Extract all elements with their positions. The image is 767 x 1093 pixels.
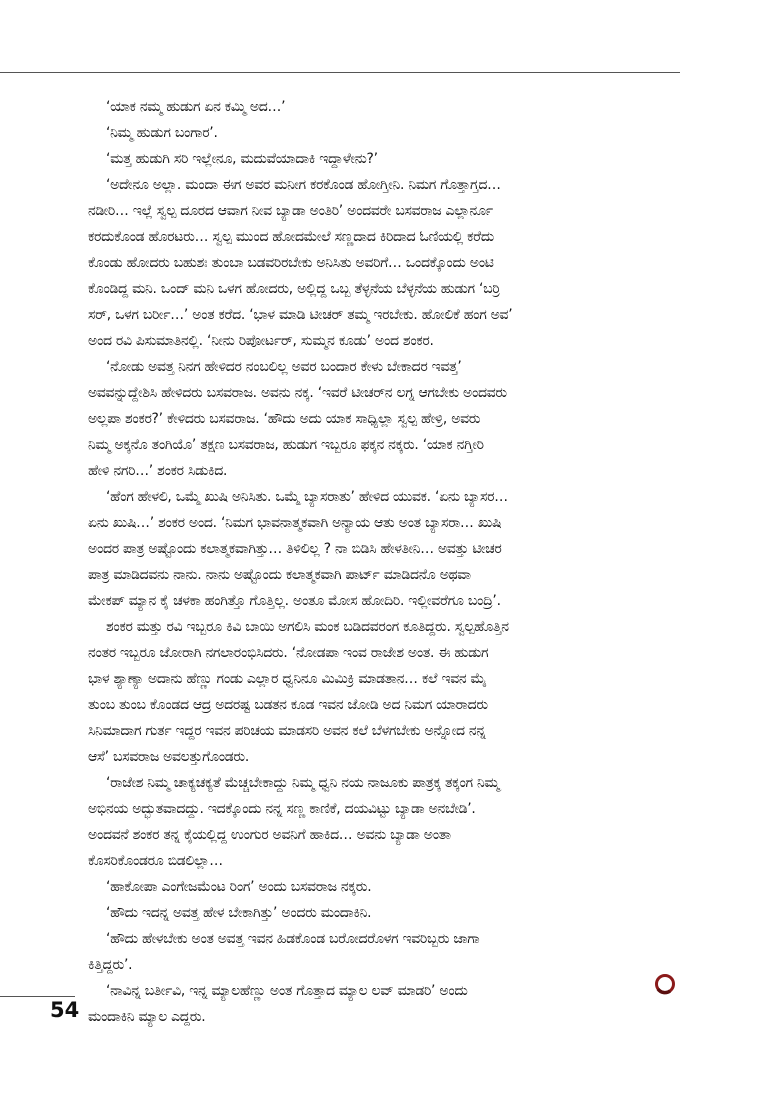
top-rule	[0, 72, 680, 73]
paragraph: ‘ನಾವಿನ್ನ ಬರ್ತೀವಿ, ಇನ್ನ ಮ್ಯಾಲಹೆಣ್ಣು ಅಂತ ಗೊತ್ತಾದ ಮ್ಯಾಲ ಲವ್ ಮಾಡರಿ’ ಅಂದು ಮಂದಾಕಿನಿ ಮ್ಯಾಲ ಎದ್ದರು.	[88, 983, 468, 1025]
paragraph: ‘ಮತ್ತ ಹುಡುಗಿ ಸರಿ ಇಲ್ಲೇನೂ, ಮದುವೆಯಾದಾಕಿ ಇದ್ದಾಳೇನು?’	[106, 151, 378, 167]
paragraph: ‘ಯಾಕ ನಮ್ಮ ಹುಡುಗ ಏನ ಕಮ್ಮಿ ಅದ…’	[106, 99, 286, 115]
paragraph: ಶಂಕರ ಮತ್ತು ರವಿ ಇಬ್ಬರೂ ಕಿವಿ ಬಾಯಿ ಅಗಲಿಸಿ ಮಂಕ ಬಡಿದವರಂಗ ಕೂತಿದ್ದರು. ಸ್ವಲ್ಪಹೊತ್ತಿನ ನಂತರ ಇಬ್ಬರೂ ಜೋರಾಗಿ ನಗಲಾರಂಭಿಸಿದರು. ‘ನೋಡಪಾ ಇಂವ ರಾಜೇಶ ಅಂತ. ಈ ಹುಡುಗ ಭಾಳ ಶ್ಯಾಣ್ಯಾ ಅದಾನು ಹೆಣ್ಣು ಗಂಡು ಎಲ್ಲಾರ ಧ್ವನಿನೂ ಮಿಮಿಕ್ರಿ ಮಾಡತಾನ… ಕಲೆ ಇವನ ಮೈ ತುಂಬ ತುಂಬ ಕೊಂಡದ ಆದ್ರ ಅದರಷ್ಟ ಬಡತನ ಕೂಡ ಇವನ ಜೋಡಿ ಅದ ನಿಮಗ ಯಾರಾದರು ಸಿನಿಮಾದಾಗ ಗುರ್ತ ಇದ್ದರ ಇವನ ಪರಿಚಯ ಮಾಡಸರಿ ಅವನ ಕಲೆ ಬೆಳಗಬೇಕು ಅನ್ನೋದ ನನ್ನ ಆಸೆ’ ಬಸವರಾಜ ಅವಲತ್ತುಗೊಂಡರು.	[88, 619, 509, 765]
paragraph: ‘ನಿಮ್ಮ ಹುಡುಗ ಬಂಗಾರ’.	[106, 125, 218, 141]
paragraph: ‘ಹೌದು ಹೇಳಬೇಕು ಅಂತ ಅವತ್ತ ಇವನ ಹಿಡಕೊಂಡ ಬರೋದರೊಳಗ ಇವರಿಬ್ಬರು ಜಾಗಾ ಕಿತ್ತಿದ್ದರು’.	[88, 931, 480, 973]
footer-rule	[0, 996, 75, 997]
page-number: 54	[50, 998, 80, 1022]
paragraph: ‘ರಾಜೇಶ ನಿಮ್ಮ ಚಾಕ್ಯಚಕ್ಯತೆ ಮೆಚ್ಚಬೇಕಾದ್ದು ನಿಮ್ಮ ಧ್ವನಿ ನಯ ನಾಜೂಕು ಪಾತ್ರಕ್ಕ ತಕ್ಕಂಗ ನಿಮ್ಮ ಅಭಿನಯ ಅದ್ಭುತವಾದದ್ದು. ಇದಕ್ಕೊಂದು ನನ್ನ ಸಣ್ಣ ಕಾಣಿಕೆ, ದಯವಿಟ್ಟು ಬ್ಯಾಡಾ ಅನಬೇಡಿ’. ಅಂದವನೆ ಶಂಕರ ತನ್ನ ಕೈಯಲ್ಲಿದ್ದ ಉಂಗುರ ಅವನಿಗೆ ಹಾಕಿದ… ಅವನು ಬ್ಯಾಡಾ ಅಂತಾ ಕೊಸರಿಕೊಂಡರೂ ಬಿಡಲಿಲ್ಲಾ…	[88, 775, 500, 869]
paragraph: ‘ಹೌದು ಇದನ್ನ ಅವತ್ತ ಹೇಳ ಬೇಕಾಗಿತ್ತು’ ಅಂದರು ಮಂದಾಕಿನಿ.	[106, 905, 372, 921]
paragraph: ‘ನೋಡು ಅವತ್ತ ನಿನಗ ಹೇಳಿದರ ನಂಬಲಿಲ್ಲ ಅವರ ಬಂದಾರ ಕೇಳು ಬೇಕಾದರ ಇವತ್ತ’ ಅವವನ್ನುದ್ದೇಶಿಸಿ ಹೇಳಿದರು ಬಸವರಾಜ. ಅವನು ನಕ್ಕ. ‘ಇವರೆ ಟೀಚರ್‌ನ ಲಗ್ನ ಆಗಬೇಕು ಅಂದವರು ಅಲ್ಲಪಾ ಶಂಕರ?’ ಕೇಳಿದರು ಬಸವರಾಜ. ‘ಹೌದು ಅದು ಯಾಕ ಸಾಧ್ಯಿಲ್ಲಾ ಸ್ವಲ್ಪ ಹೇಳ್ರಿ, ಅವರು ನಿಮ್ಮ ಅಕ್ಕನೊ ತಂಗಿಯೊ’ ತಕ್ಷಣ ಬಸವರಾಜ, ಹುಡುಗ ಇಬ್ಬರೂ ಫಕ್ಕನ ನಕ್ಕರು. ‘ಯಾಕ ನಗ್ತೀರಿ ಹೇಳಿ ನಗರಿ…’ ಶಂಕರ ಸಿಡುಕಿದ.	[88, 359, 507, 479]
paragraph: ‘ಅದೇನೂ ಅಲ್ಲಾ. ಮಂದಾ ಈಗ ಅವರ ಮನೀಗ ಕರಕೊಂಡ ಹೋಗ್ತೀನಿ. ನಿಮಗ ಗೊತ್ತಾಗ್ತದ… ನಡೀರಿ… ಇಲ್ಲೆ ಸ್ವಲ್ಪ ದೂರದ ಆವಾಗ ನೀವ ಬ್ಯಾಡಾ ಅಂತಿರಿ’ ಅಂದವರೇ ಬಸವರಾಜ ಎಲ್ಲಾರ್ನೂ ಕರದುಕೊಂಡ ಹೊರಟರು… ಸ್ವಲ್ಪ ಮುಂದ ಹೋದಮೇಲೆ ಸಣ್ಣದಾದ ಕಿರಿದಾದ ಓಣಿಯಲ್ಲಿ ಕರೆದು ಕೊಂಡು ಹೋದರು ಬಹುಶಃ ತುಂಬಾ ಬಡವರಿರಬೇಕು ಅನಿಸಿತು ಅವರಿಗೆ… ಒಂದಕ್ಕೊಂದು ಅಂಟಿ ಕೊಂಡಿದ್ದ ಮನಿ. ಒಂದ್ ಮನಿ ಒಳಗ ಹೋದರು, ಅಲ್ಲಿದ್ದ ಒಬ್ಬ ತೆಳ್ಳನೆಯ ಬೆಳ್ಳನೆಯ ಹುಡುಗ ‘ಬರ್ರಿ ಸರ್, ಒಳಗ ಬರ್ರೀ…’ ಅಂತ ಕರೆದ. ‘ಭಾಳ ಮಾಡಿ ಟೀಚರ್ ತಮ್ಮ ಇರಬೇಕು. ಹೋಲಿಕೆ ಹಂಗ ಅವ’ ಅಂದ ರವಿ ಪಿಸುಮಾತಿನಲ್ಲಿ. ‘ನೀನು ರಿಪೋರ್ಟರ್, ಸುಮ್ಮನ ಕೂಡು’ ಅಂದ ಶಂಕರ.	[88, 177, 513, 349]
paragraph: ‘ಹೆಂಗ ಹೇಳಲಿ, ಒಮ್ಮೆ ಖುಷಿ ಅನಿಸಿತು. ಒಮ್ಮೆ ಬ್ಯಾಸರಾತು’ ಹೇಳಿದ ಯುವಕ. ‘ಏನು ಬ್ಯಾಸರ… ಏನು ಖುಷಿ…’ ಶಂಕರ ಅಂದ. ‘ನಿಮಗ ಭಾವನಾತ್ಮಕವಾಗಿ ಅನ್ಯಾಯ ಆತು ಅಂತ ಬ್ಯಾಸರಾ… ಖುಷಿ ಅಂದರ ಪಾತ್ರ ಅಷ್ಟೊಂದು ಕಲಾತ್ಮಕವಾಗಿತ್ತು… ತಿಳಿಲಿಲ್ಲ ? ನಾ ಬಿಡಿಸಿ ಹೇಳತೀನಿ… ಅವತ್ತು ಟೀಚರ ಪಾತ್ರ ಮಾಡಿದವನು ನಾನು. ನಾನು ಅಷ್ಟೊಂದು ಕಲಾತ್ಮಕವಾಗಿ ಪಾರ್ಟ್ ಮಾಡಿದನೊ ಅಥವಾ ಮೇಕಪ್ ಮ್ಯಾನ ಕೈ ಚಳಕಾ ಹಂಗಿತ್ತೊ ಗೊತ್ತಿಲ್ಲ. ಅಂತೂ ಮೋಸ ಹೋದಿರಿ. ಇಲ್ಲೀವರೆಗೂ ಬಂದ್ರಿ’.	[88, 489, 508, 609]
circle-ornament-icon	[654, 973, 676, 995]
paragraph: ‘ಹಾಕೋಪಾ ಎಂಗೇಜಮೆಂಟ ರಿಂಗ’ ಅಂದು ಬಸವರಾಜ ನಕ್ಕರು.	[106, 879, 372, 895]
body-text	[88, 94, 680, 1030]
